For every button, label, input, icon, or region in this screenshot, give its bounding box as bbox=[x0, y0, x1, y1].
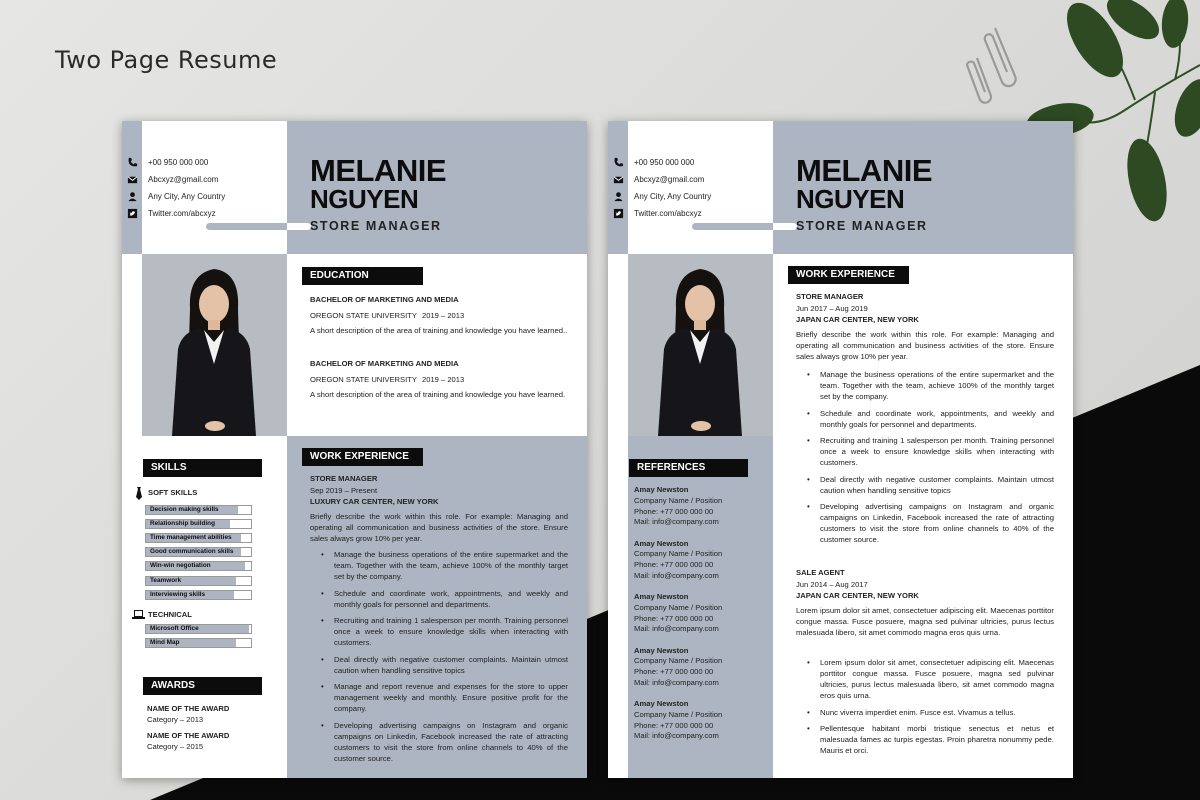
reference-phone: Phone: +77 000 000 00 bbox=[634, 667, 714, 677]
skill-bar bbox=[145, 533, 252, 543]
reference-position: Company Name / Position bbox=[634, 602, 723, 612]
reference-mail: Mail: info@company.com bbox=[634, 677, 719, 687]
contact-phone: +00 950 000 000 bbox=[608, 154, 773, 171]
list-item: • Developing advertising campaigns on Instagram and organic campaigns on Linkedin, Facebook increased the rate of attracting customers to visit the store from online channels to 40% of the customer source. bbox=[796, 501, 1054, 545]
job-company: LUXURY CAR CENTER, NEW YORK bbox=[310, 497, 439, 506]
job-title: STORE MANAGER bbox=[796, 292, 864, 301]
reference-position: Company Name / Position bbox=[634, 709, 723, 719]
candidate-name: MELANIE NGUYEN bbox=[796, 153, 932, 214]
list-item: • Pellentesque habitant morbi tristique senectus et netus et malesuada fames ac turpis egestas. Proin pharetra nonummy pede. Mauris et orci. bbox=[796, 723, 1054, 756]
email-icon bbox=[122, 174, 142, 185]
reference-item bbox=[634, 539, 722, 582]
reference-name: Amay Newston bbox=[634, 645, 689, 655]
education-desc-2: A short description of the area of training and knowledge you have learned. bbox=[310, 390, 566, 399]
reference-position: Company Name / Position bbox=[634, 656, 723, 666]
list-item: • Schedule and coordinate work, appointments, and weekly and monthly goals for personnel and departments. bbox=[310, 588, 568, 610]
reference-mail: Mail: info@company.com bbox=[634, 731, 719, 741]
list-item: • Manage and report revenue and expenses for the store to upper management weekly and monthly. Ensure positive profit for the company. bbox=[310, 681, 568, 714]
location-icon bbox=[608, 191, 628, 202]
reference-item bbox=[634, 485, 722, 528]
contact-list bbox=[122, 154, 287, 222]
reference-name: Amay Newston bbox=[634, 592, 689, 601]
twitter-icon bbox=[608, 208, 628, 219]
reference-position: Company Name / Position bbox=[634, 549, 723, 559]
list-item: • Deal directly with negative customer complaints. Maintain utmost caution when handling sensitive topics bbox=[310, 654, 568, 676]
page-title: Two Page Resume bbox=[55, 46, 278, 74]
contact-twitter: Twitter.com/abcxyz bbox=[122, 205, 287, 222]
twitter-icon bbox=[122, 208, 142, 219]
skill-label: Win-win negotiation bbox=[150, 562, 211, 570]
laptop-icon bbox=[132, 609, 145, 620]
list-item: • Manage the business operations of the entire supermarket and the team. Together with the team, achieve 100% of the monthly target set by the company. bbox=[310, 549, 568, 582]
technical-heading: TECHNICAL bbox=[148, 610, 192, 619]
award-category-2: Category – 2015 bbox=[147, 742, 204, 751]
reference-position: Company Name / Position bbox=[634, 495, 723, 505]
contact-location: Any City, Any Country bbox=[608, 188, 773, 205]
list-item: • Recruiting and training 1 salesperson per month. Training personnel once a week to ensure knowledge skills when interacting with customers. bbox=[310, 615, 568, 648]
resume-page-2 bbox=[608, 121, 1073, 778]
skill-bar bbox=[145, 561, 252, 571]
skill-bar bbox=[145, 576, 252, 586]
skill-label: Time management abilities bbox=[150, 534, 232, 542]
reference-item bbox=[634, 646, 722, 689]
location-icon bbox=[122, 191, 142, 202]
email-icon bbox=[608, 174, 628, 185]
list-item: • Manage the business operations of the entire supermarket and the team. Together with the team, achieve 100% of the monthly target set by the company. bbox=[796, 369, 1054, 402]
decorative-divider-tip bbox=[773, 223, 797, 230]
soft-skills-heading: SOFT SKILLS bbox=[148, 488, 198, 497]
skills-heading: SKILLS bbox=[143, 459, 262, 477]
profile-photo-figure bbox=[142, 254, 287, 436]
work-heading: WORK EXPERIENCE bbox=[788, 266, 909, 284]
education-desc-1: A short description of the area of training and knowledge you have learned.. bbox=[310, 326, 568, 335]
award-name-2: NAME OF THE AWARD bbox=[147, 731, 230, 740]
reference-phone: Phone: +77 000 000 00 bbox=[634, 506, 714, 516]
skill-bar bbox=[145, 590, 252, 600]
education-heading: EDUCATION bbox=[302, 267, 423, 285]
skill-label: Microsoft Office bbox=[150, 625, 199, 632]
list-item: • Deal directly with negative customer complaints. Maintain utmost caution when handling sensitive topics bbox=[796, 474, 1054, 496]
contact-list bbox=[608, 154, 773, 222]
job-company: JAPAN CAR CENTER, NEW YORK bbox=[796, 315, 919, 324]
skill-label: Good communication skills bbox=[150, 548, 234, 556]
candidate-name: MELANIE NGUYEN bbox=[310, 153, 446, 214]
education-years-1: 2019 – 2013 bbox=[422, 311, 465, 320]
reference-item bbox=[634, 592, 722, 635]
job-description: Briefly describe the work within this role. For example: Managing and operating all communication and business activities of the store. Ensure sales always grow 10% per year. bbox=[796, 330, 1054, 361]
reference-mail: Mail: info@company.com bbox=[634, 517, 719, 527]
phone-icon bbox=[122, 157, 142, 168]
contact-phone: +00 950 000 000 bbox=[122, 154, 287, 171]
resume-page-1 bbox=[122, 121, 587, 778]
job-dates: Jun 2014 – Aug 2017 bbox=[796, 580, 868, 589]
skill-bar bbox=[145, 638, 252, 648]
job-bullet-list bbox=[796, 369, 1054, 551]
job-company: JAPAN CAR CENTER, NEW YORK bbox=[796, 591, 919, 600]
phone-icon bbox=[608, 157, 628, 168]
contact-email: Abcxyz@gmail.com bbox=[608, 171, 773, 188]
education-school-1: OREGON STATE UNIVERSITY bbox=[310, 311, 417, 320]
list-item: • Schedule and coordinate work, appointments, and weekly and monthly goals for personnel and departments. bbox=[796, 408, 1054, 430]
reference-mail: Mail: info@company.com bbox=[634, 624, 719, 634]
skill-bar bbox=[145, 519, 252, 529]
skill-label: Mind Map bbox=[150, 639, 180, 647]
skill-bar bbox=[145, 624, 252, 634]
work-heading: WORK EXPERIENCE bbox=[302, 448, 423, 466]
candidate-role: STORE MANAGER bbox=[796, 219, 928, 233]
list-item: • Nunc viverra imperdiet enim. Fusce est. Vivamus a tellus. bbox=[796, 707, 1054, 718]
skill-label: Interviewing skills bbox=[150, 590, 206, 598]
job-description: Briefly describe the work within this role. For example: Managing and operating all communication and business activities of the store. Ensure sales always grow 10% per year. bbox=[310, 512, 568, 543]
contact-twitter: Twitter.com/abcxyz bbox=[608, 205, 773, 222]
list-item: • Recruiting and training 1 salesperson per month. Training personnel once a week to ensure knowledge skills when interacting with customers. bbox=[796, 435, 1054, 468]
skill-bar bbox=[145, 547, 252, 557]
education-degree-1: BACHELOR OF MARKETING AND MEDIA bbox=[310, 295, 459, 304]
reference-phone: Phone: +77 000 000 00 bbox=[634, 720, 714, 730]
reference-item bbox=[634, 699, 722, 742]
education-school-2: OREGON STATE UNIVERSITY bbox=[310, 375, 417, 384]
contact-location: Any City, Any Country bbox=[122, 188, 287, 205]
candidate-role: STORE MANAGER bbox=[310, 219, 442, 233]
job-dates: Jun 2017 – Aug 2019 bbox=[796, 304, 868, 313]
job-bullet-list bbox=[310, 549, 568, 769]
list-item: • Developing advertising campaigns on Instagram and organic campaigns on Linkedin, Facebook increased the rate of attracting customers to visit the store from online channels to 40% of the customer source. bbox=[310, 720, 568, 764]
job-description: Lorem ipsum dolor sit amet, consectetuer adipiscing elit. Maecenas porttitor congue massa. Fusce posuere, magna sed pulvinar ultricies, purus lectus malesuada libero, sit amet commodo magna eros quis urna. bbox=[796, 606, 1054, 637]
decorative-divider-tip bbox=[287, 223, 311, 230]
job-bullet-list bbox=[796, 657, 1054, 762]
skill-bar bbox=[145, 505, 252, 515]
reference-phone: Phone: +77 000 000 00 bbox=[634, 613, 714, 623]
job-title: SALE AGENT bbox=[796, 568, 845, 577]
education-degree-2: BACHELOR OF MARKETING AND MEDIA bbox=[310, 359, 459, 368]
award-name-1: NAME OF THE AWARD bbox=[147, 704, 230, 713]
job-title: STORE MANAGER bbox=[310, 474, 378, 483]
reference-phone: Phone: +77 000 000 00 bbox=[634, 560, 714, 570]
list-item: • Lorem ipsum dolor sit amet, consectetuer adipiscing elit. Maecenas porttitor congue massa. Fusce posuere, magna sed pulvinar ultricies, purus lectus malesuada libero, sit amet commodo magna eros quis urna. bbox=[796, 657, 1054, 701]
profile-photo-figure bbox=[628, 254, 773, 436]
skill-label: Teamwork bbox=[150, 576, 182, 584]
skill-label: Relationship building bbox=[150, 520, 215, 528]
skill-label: Decision making skills bbox=[150, 506, 219, 513]
reference-name: Amay Newston bbox=[634, 485, 689, 494]
reference-name: Amay Newston bbox=[634, 699, 689, 708]
reference-name: Amay Newston bbox=[634, 538, 689, 548]
tie-icon bbox=[135, 487, 143, 500]
job-dates: Sep 2019 – Present bbox=[310, 486, 378, 495]
awards-heading: AWARDS bbox=[143, 677, 262, 695]
contact-email: Abcxyz@gmail.com bbox=[122, 171, 287, 188]
references-heading: REFERENCES bbox=[629, 459, 748, 477]
award-category-1: Category – 2013 bbox=[147, 715, 204, 724]
reference-mail: Mail: info@company.com bbox=[634, 570, 719, 580]
education-years-2: 2019 – 2013 bbox=[422, 375, 465, 384]
